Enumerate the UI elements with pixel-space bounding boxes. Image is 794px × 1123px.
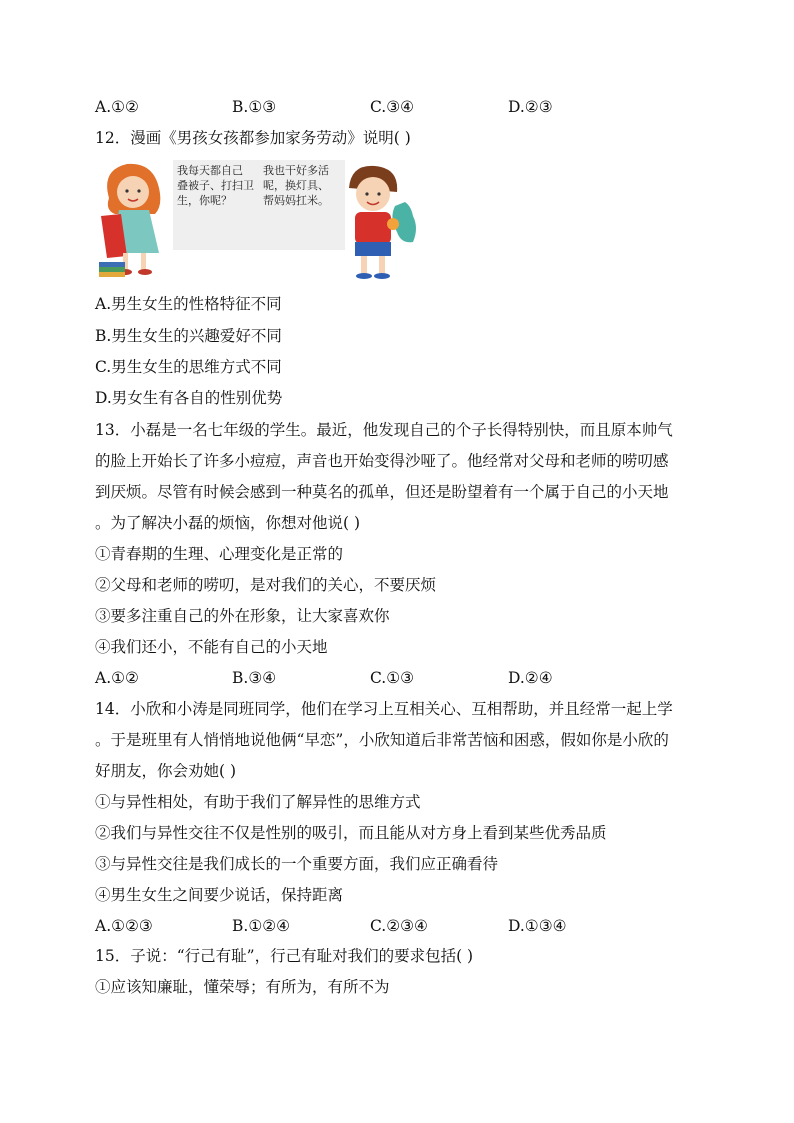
boy-speech-line: 帮妈妈扛米。 (263, 194, 329, 207)
q13-item-3: ③要多注重自己的外在形象，让大家喜欢你 (95, 607, 390, 625)
q13-option-c: C.①③ (370, 669, 415, 687)
q11-option-d: D.②③ (508, 98, 553, 116)
q14-option-d: D.①③④ (508, 917, 567, 935)
q13-stem-line: 13．小磊是一名七年级的学生。最近，他发现自己的个子长得特别快，而且原本帅气 (95, 421, 673, 439)
q14-stem-line: 14．小欣和小涛是同班同学，他们在学习上互相关心、互相帮助，并且经常一起上学 (95, 700, 673, 718)
q13-option-b: B.③④ (232, 669, 277, 687)
q13-item-1: ①青春期的生理、心理变化是正常的 (95, 545, 344, 563)
q12-option-d: D.男女生有各自的性别优势 (95, 389, 283, 407)
q12-option-a: A.男生女生的性格特征不同 (95, 295, 282, 313)
q14-item-1: ①与异性相处，有助于我们了解异性的思维方式 (95, 793, 421, 811)
q14-option-a: A.①②③ (95, 917, 153, 935)
boy-speech-line: 我也干好多活 (263, 164, 329, 177)
q14-stem-line: 。于是班里有人悄悄地说他俩“早恋”，小欣知道后非常苦恼和困惑，假如你是小欣的 (95, 731, 669, 749)
q12-option-c: C.男生女生的思维方式不同 (95, 358, 282, 376)
q14-option-c: C.②③④ (370, 917, 428, 935)
q12-stem: 12．漫画《男孩女孩都参加家务劳动》说明( ) (95, 129, 411, 147)
girl-speech-line: 我每天都自己 (177, 164, 243, 177)
q14-item-2: ②我们与异性交往不仅是性别的吸引，而且能从对方身上看到某些优秀品质 (95, 824, 607, 842)
q11-option-a: A.①② (95, 98, 139, 116)
q12-option-b: B.男生女生的兴趣爱好不同 (95, 327, 282, 345)
boy-speech-line: 呢，换灯具、 (263, 179, 329, 192)
q12-cartoon (97, 158, 420, 283)
girl-figure (99, 164, 160, 277)
q14-item-3: ③与异性交往是我们成长的一个重要方面，我们应正确看待 (95, 855, 499, 873)
girl-speech-line: 叠被子、打扫卫 (177, 179, 254, 192)
q13-item-2: ②父母和老师的唠叨，是对我们的关心，不要厌烦 (95, 576, 437, 594)
boy-speech-bubble (259, 160, 345, 250)
q13-option-d: D.②④ (508, 669, 553, 687)
q15-stem: 15．子说：“行己有耻”，行己有耻对我们的要求包括( ) (95, 947, 474, 965)
q14-item-4: ④男生女生之间要少说话，保持距离 (95, 886, 344, 904)
q13-item-4: ④我们还小，不能有自己的小天地 (95, 638, 328, 656)
q13-option-a: A.①② (95, 669, 139, 687)
q13-stem-line: 。为了解决小磊的烦恼，你想对他说( ) (95, 514, 361, 532)
girl-speech-bubble (173, 160, 259, 250)
q13-stem-line: 的脸上开始长了许多小痘痘，声音也开始变得沙哑了。他经常对父母和老师的唠叨感 (95, 452, 669, 470)
q14-option-b: B.①②④ (232, 917, 291, 935)
q11-option-b: B.①③ (232, 98, 277, 116)
girl-speech-line: 生，你呢？ (177, 194, 232, 207)
q14-stem-line: 好朋友，你会劝她( ) (95, 762, 237, 780)
boy-figure (349, 166, 416, 279)
q11-option-c: C.③④ (370, 98, 415, 116)
q13-stem-line: 到厌烦。尽管有时候会感到一种莫名的孤单，但还是盼望着有一个属于自己的小天地 (95, 483, 669, 501)
q15-item-1: ①应该知廉耻，懂荣辱；有所为，有所不为 (95, 978, 390, 996)
